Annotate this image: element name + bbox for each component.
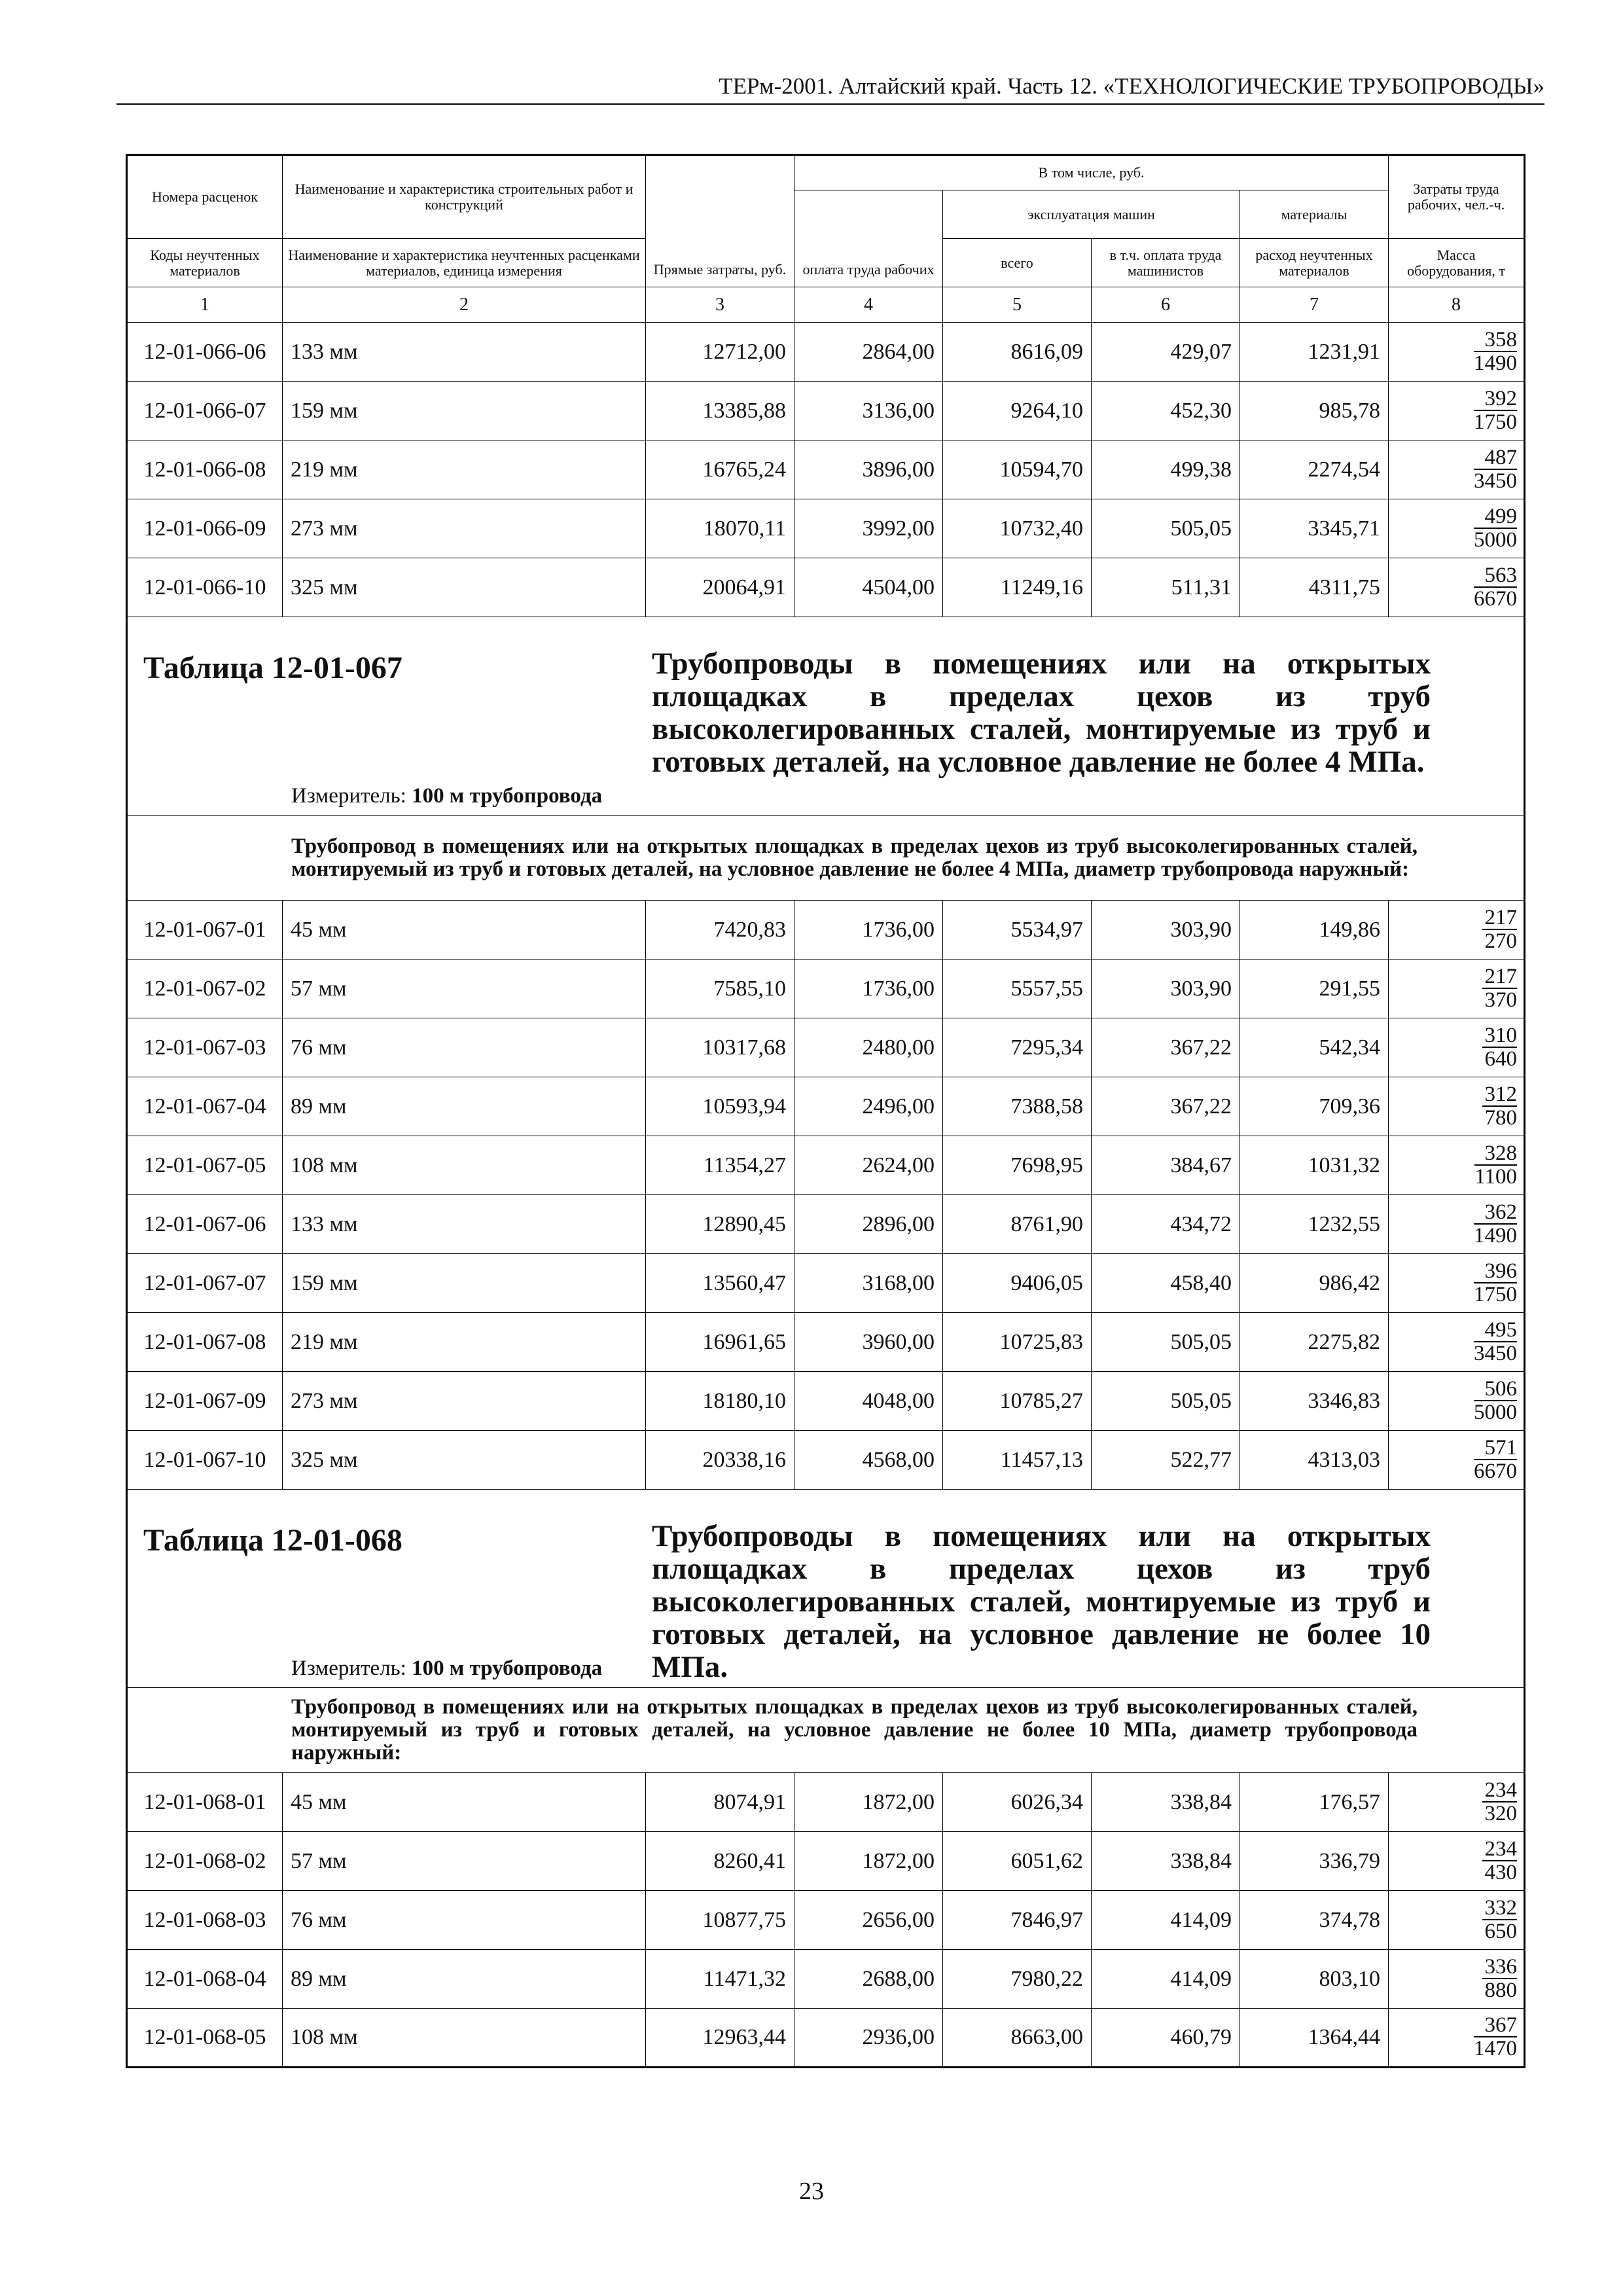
labor-hours: 362 — [1474, 1201, 1517, 1225]
machinist-labor-cost: 338,84 — [1092, 1773, 1240, 1832]
table-row — [127, 1018, 1525, 1077]
work-name: 108 мм — [283, 1136, 646, 1195]
column-number: 1 — [127, 287, 283, 323]
direct-cost: 18070,11 — [646, 499, 794, 558]
fraction — [1474, 1260, 1517, 1306]
direct-cost: 16961,65 — [646, 1313, 794, 1372]
table-subtitle-row — [127, 816, 1525, 901]
hours-mass-cell — [1389, 558, 1525, 617]
equipment-mass: 320 — [1484, 1801, 1518, 1825]
materials-cost: 1232,55 — [1240, 1195, 1389, 1254]
table-row — [127, 1431, 1525, 1490]
labor-cost: 1736,00 — [794, 960, 943, 1018]
machinist-labor-cost: 522,77 — [1092, 1431, 1240, 1490]
rate-code: 12-01-067-04 — [127, 1077, 283, 1136]
fraction — [1482, 965, 1518, 1011]
table-row — [127, 382, 1525, 440]
rate-code: 12-01-066-09 — [127, 499, 283, 558]
labor-hours: 487 — [1474, 446, 1517, 470]
machine-cost: 8663,00 — [943, 2009, 1092, 2068]
measure-unit — [291, 1657, 602, 1681]
machine-cost: 7388,58 — [943, 1077, 1092, 1136]
machinist-labor-cost: 505,05 — [1092, 1313, 1240, 1372]
labor-cost: 4504,00 — [794, 558, 943, 617]
work-name: 57 мм — [283, 1832, 646, 1891]
machinist-labor-cost: 505,05 — [1092, 499, 1240, 558]
work-name: 159 мм — [283, 382, 646, 440]
hours-mass-cell — [1389, 1372, 1525, 1431]
machine-cost: 9406,05 — [943, 1254, 1092, 1313]
hours-mass-cell — [1389, 1431, 1525, 1490]
rate-code: 12-01-067-09 — [127, 1372, 283, 1431]
labor-hours: 495 — [1474, 1319, 1517, 1342]
labor-hours: 396 — [1474, 1260, 1517, 1283]
machine-cost: 10732,40 — [943, 499, 1092, 558]
machinist-labor-cost: 338,84 — [1092, 1832, 1240, 1891]
hours-mass-cell — [1389, 1195, 1525, 1254]
work-name: 76 мм — [283, 1018, 646, 1077]
direct-cost: 13560,47 — [646, 1254, 794, 1313]
hours-mass-cell — [1389, 1077, 1525, 1136]
table-row — [127, 1195, 1525, 1254]
machine-cost: 5557,55 — [943, 960, 1092, 1018]
table-subtitle-cell — [127, 816, 1525, 901]
fraction — [1474, 1319, 1517, 1365]
col-header-machines-total: всего — [943, 239, 1092, 287]
labor-hours: 506 — [1474, 1378, 1517, 1401]
hours-mass-cell — [1389, 1313, 1525, 1372]
fraction — [1474, 446, 1517, 492]
labor-cost: 2624,00 — [794, 1136, 943, 1195]
direct-cost: 13385,88 — [646, 382, 794, 440]
labor-cost: 2864,00 — [794, 323, 943, 382]
column-number: 4 — [794, 287, 943, 323]
table-row — [127, 1136, 1525, 1195]
fraction — [1474, 2014, 1517, 2060]
equipment-mass: 640 — [1484, 1047, 1518, 1071]
col-header-machines: эксплуатация машин — [943, 190, 1240, 239]
equipment-mass: 880 — [1484, 1978, 1518, 2002]
col-header-mass: Масса оборудования, т — [1389, 239, 1525, 287]
table-row — [127, 499, 1525, 558]
labor-cost: 2936,00 — [794, 2009, 943, 2068]
machine-cost: 6051,62 — [943, 1832, 1092, 1891]
measure-value: 100 м трубопровода — [412, 784, 603, 808]
col-header-name: Наименование и характеристика строительных работ и конструкций — [283, 155, 646, 239]
table-row — [127, 960, 1525, 1018]
materials-cost: 2274,54 — [1240, 440, 1389, 499]
col-header-direct: Прямые затраты, руб. — [646, 155, 794, 287]
machinist-labor-cost: 367,22 — [1092, 1077, 1240, 1136]
col-header-material-names: Наименование и характеристика неучтенных расценками материалов, единица измерения — [283, 239, 646, 287]
hours-mass-cell — [1389, 382, 1525, 440]
col-header-codes: Номера расценок — [127, 155, 283, 239]
machinist-labor-cost: 414,09 — [1092, 1891, 1240, 1950]
rate-code: 12-01-067-05 — [127, 1136, 283, 1195]
rate-code: 12-01-068-05 — [127, 2009, 283, 2068]
direct-cost: 18180,10 — [646, 1372, 794, 1431]
col-header-hours: Затраты труда рабочих, чел.-ч. — [1389, 155, 1525, 239]
fraction — [1482, 1083, 1518, 1129]
col-header-including: В том числе, руб. — [794, 155, 1389, 190]
machinist-labor-cost: 460,79 — [1092, 2009, 1240, 2068]
materials-cost: 2275,82 — [1240, 1313, 1389, 1372]
direct-cost: 12963,44 — [646, 2009, 794, 2068]
labor-cost: 2896,00 — [794, 1195, 943, 1254]
materials-cost: 3346,83 — [1240, 1372, 1389, 1431]
machine-cost: 7698,95 — [943, 1136, 1092, 1195]
materials-cost: 336,79 — [1240, 1832, 1389, 1891]
fraction — [1474, 387, 1517, 433]
fraction — [1482, 906, 1518, 952]
equipment-mass: 1490 — [1474, 351, 1518, 375]
table-row — [127, 1832, 1525, 1891]
equipment-mass: 1100 — [1474, 1164, 1518, 1189]
labor-hours: 392 — [1474, 387, 1517, 411]
materials-cost: 1364,44 — [1240, 2009, 1389, 2068]
materials-cost: 986,42 — [1240, 1254, 1389, 1313]
column-number: 8 — [1389, 287, 1525, 323]
rate-code: 12-01-067-07 — [127, 1254, 283, 1313]
table-row — [127, 440, 1525, 499]
labor-cost: 3960,00 — [794, 1313, 943, 1372]
labor-hours: 563 — [1474, 564, 1517, 588]
table-row — [127, 558, 1525, 617]
work-name: 76 мм — [283, 1891, 646, 1950]
labor-hours: 336 — [1482, 1956, 1518, 1979]
labor-hours: 217 — [1482, 906, 1518, 930]
table-title-row — [127, 617, 1525, 816]
page-number: 23 — [799, 2178, 824, 2205]
equipment-mass: 270 — [1484, 929, 1518, 953]
work-name: 273 мм — [283, 499, 646, 558]
labor-hours: 332 — [1482, 1897, 1518, 1920]
column-number: 3 — [646, 287, 794, 323]
materials-cost: 709,36 — [1240, 1077, 1389, 1136]
work-name: 89 мм — [283, 1950, 646, 2009]
materials-cost: 1031,32 — [1240, 1136, 1389, 1195]
table-row — [127, 323, 1525, 382]
machinist-labor-cost: 384,67 — [1092, 1136, 1240, 1195]
fraction — [1474, 1201, 1517, 1247]
direct-cost: 8260,41 — [646, 1832, 794, 1891]
table-description: Трубопроводы в помещениях или на открытых площадках в пределах цехов из труб высоколегированных сталей, монтируемые из труб и готовых деталей, на условное давление не более 4 МПа. — [652, 647, 1431, 779]
equipment-mass: 1490 — [1474, 1223, 1518, 1247]
work-name: 159 мм — [283, 1254, 646, 1313]
rate-code: 12-01-068-03 — [127, 1891, 283, 1950]
hours-mass-cell — [1389, 960, 1525, 1018]
hours-mass-cell — [1389, 1254, 1525, 1313]
labor-cost: 3136,00 — [794, 382, 943, 440]
machinist-labor-cost: 367,22 — [1092, 1018, 1240, 1077]
hours-mass-cell — [1389, 1891, 1525, 1950]
machine-cost: 10725,83 — [943, 1313, 1092, 1372]
machine-cost: 8616,09 — [943, 323, 1092, 382]
hours-mass-cell — [1389, 1950, 1525, 2009]
fraction — [1482, 1956, 1518, 2001]
hours-mass-cell — [1389, 1832, 1525, 1891]
table-row — [127, 1950, 1525, 2009]
machinist-labor-cost: 499,38 — [1092, 440, 1240, 499]
work-name: 45 мм — [283, 1773, 646, 1832]
labor-cost: 2480,00 — [794, 1018, 943, 1077]
work-name: 325 мм — [283, 558, 646, 617]
materials-cost: 542,34 — [1240, 1018, 1389, 1077]
machine-cost: 6026,34 — [943, 1773, 1092, 1832]
labor-cost: 2688,00 — [794, 1950, 943, 2009]
table-subtitle-row — [127, 1688, 1525, 1773]
rate-code: 12-01-067-01 — [127, 901, 283, 960]
table-subtitle: Трубопровод в помещениях или на открытых площадках в пределах цехов из труб высоколегированных сталей, монтируемый из труб и готовых деталей, на условное давление не более 10 МПа, диаметр трубопровода наружный: — [291, 1695, 1418, 1765]
table-title-row — [127, 1490, 1525, 1688]
equipment-mass: 430 — [1484, 1860, 1518, 1884]
equipment-mass: 780 — [1484, 1105, 1518, 1130]
table-title-cell — [127, 1490, 1525, 1688]
labor-cost: 4568,00 — [794, 1431, 943, 1490]
table-description: Трубопроводы в помещениях или на открытых площадках в пределах цехов из труб высоколегированных сталей, монтируемые из труб и готовых деталей, на условное давление не более 10 МПа. — [652, 1519, 1431, 1684]
table-subtitle: Трубопровод в помещениях или на открытых площадках в пределах цехов из труб высоколегированных сталей, монтируемый из труб и готовых деталей, на условное давление не более 4 МПа, диаметр трубопровода наружный: — [291, 834, 1418, 881]
equipment-mass: 6670 — [1474, 1459, 1518, 1483]
labor-cost: 3896,00 — [794, 440, 943, 499]
labor-cost: 4048,00 — [794, 1372, 943, 1431]
machinist-labor-cost: 303,90 — [1092, 960, 1240, 1018]
rate-code: 12-01-066-10 — [127, 558, 283, 617]
machine-cost: 7295,34 — [943, 1018, 1092, 1077]
rate-code: 12-01-067-08 — [127, 1313, 283, 1372]
machinist-labor-cost: 303,90 — [1092, 901, 1240, 960]
direct-cost: 12712,00 — [646, 323, 794, 382]
table-row — [127, 1077, 1525, 1136]
col-header-materials: материалы — [1240, 190, 1389, 239]
measure-value: 100 м трубопровода — [412, 1657, 603, 1680]
equipment-mass: 1750 — [1474, 1282, 1518, 1306]
hours-mass-cell — [1389, 1773, 1525, 1832]
table-row — [127, 1372, 1525, 1431]
machinist-labor-cost: 414,09 — [1092, 1950, 1240, 2009]
labor-hours: 234 — [1482, 1779, 1518, 1803]
table-row — [127, 1773, 1525, 1832]
labor-hours: 234 — [1482, 1838, 1518, 1861]
equipment-mass: 3450 — [1474, 1341, 1518, 1365]
equipment-mass: 5000 — [1474, 528, 1518, 552]
col-header-machinist-labor: в т.ч. оплата труда машинистов — [1092, 239, 1240, 287]
machine-cost: 8761,90 — [943, 1195, 1092, 1254]
hours-mass-cell — [1389, 440, 1525, 499]
equipment-mass: 1750 — [1474, 410, 1518, 434]
materials-cost: 985,78 — [1240, 382, 1389, 440]
table-row — [127, 1254, 1525, 1313]
labor-hours: 499 — [1474, 505, 1517, 529]
machinist-labor-cost: 452,30 — [1092, 382, 1240, 440]
hours-mass-cell — [1389, 499, 1525, 558]
direct-cost: 20338,16 — [646, 1431, 794, 1490]
rate-code: 12-01-066-08 — [127, 440, 283, 499]
direct-cost: 8074,91 — [646, 1773, 794, 1832]
direct-cost: 7420,83 — [646, 901, 794, 960]
work-name: 133 мм — [283, 323, 646, 382]
equipment-mass: 370 — [1484, 988, 1518, 1012]
materials-cost: 1231,91 — [1240, 323, 1389, 382]
direct-cost: 10593,94 — [646, 1077, 794, 1136]
table-row — [127, 901, 1525, 960]
fraction — [1474, 329, 1517, 374]
equipment-mass: 650 — [1484, 1919, 1518, 1943]
column-numbers-row — [127, 287, 1525, 323]
rate-code: 12-01-067-03 — [127, 1018, 283, 1077]
machinist-labor-cost: 458,40 — [1092, 1254, 1240, 1313]
work-name: 219 мм — [283, 440, 646, 499]
work-name: 45 мм — [283, 901, 646, 960]
hours-mass-cell — [1389, 323, 1525, 382]
column-number: 2 — [283, 287, 646, 323]
labor-hours: 217 — [1482, 965, 1518, 989]
materials-cost: 4311,75 — [1240, 558, 1389, 617]
labor-cost: 1736,00 — [794, 901, 943, 960]
labor-cost: 1872,00 — [794, 1773, 943, 1832]
machine-cost: 7846,97 — [943, 1891, 1092, 1950]
rate-code: 12-01-067-10 — [127, 1431, 283, 1490]
labor-cost: 3168,00 — [794, 1254, 943, 1313]
hours-mass-cell — [1389, 901, 1525, 960]
running-header: ТЕРм-2001. Алтайский край. Часть 12. «ТЕХНОЛОГИЧЕСКИЕ ТРУБОПРОВОДЫ» — [116, 73, 1544, 105]
machinist-labor-cost: 511,31 — [1092, 558, 1240, 617]
work-name: 108 мм — [283, 2009, 646, 2068]
labor-cost: 1872,00 — [794, 1832, 943, 1891]
labor-hours: 358 — [1474, 329, 1517, 352]
direct-cost: 11471,32 — [646, 1950, 794, 2009]
col-header-material-usage: расход неучтенных материалов — [1240, 239, 1389, 287]
direct-cost: 11354,27 — [646, 1136, 794, 1195]
materials-cost: 4313,03 — [1240, 1431, 1389, 1490]
materials-cost: 374,78 — [1240, 1891, 1389, 1950]
work-name: 273 мм — [283, 1372, 646, 1431]
labor-cost: 2496,00 — [794, 1077, 943, 1136]
equipment-mass: 5000 — [1474, 1400, 1518, 1424]
col-header-labor: оплата труда рабочих — [794, 190, 943, 287]
labor-hours: 312 — [1482, 1083, 1518, 1107]
equipment-mass: 3450 — [1474, 469, 1518, 493]
work-name: 133 мм — [283, 1195, 646, 1254]
fraction — [1482, 1897, 1518, 1943]
column-number: 7 — [1240, 287, 1389, 323]
machine-cost: 11457,13 — [943, 1431, 1092, 1490]
equipment-mass: 1470 — [1474, 2037, 1518, 2060]
machine-cost: 9264,10 — [943, 382, 1092, 440]
table-number: Таблица 12-01-068 — [143, 1523, 402, 1558]
fraction — [1474, 564, 1517, 610]
column-number: 5 — [943, 287, 1092, 323]
measure-label: Измеритель: — [291, 784, 406, 808]
price-table — [126, 154, 1525, 2068]
measure-label: Измеритель: — [291, 1657, 406, 1680]
machine-cost: 7980,22 — [943, 1950, 1092, 2009]
machinist-labor-cost: 434,72 — [1092, 1195, 1240, 1254]
hours-mass-cell — [1389, 2009, 1525, 2068]
rate-code: 12-01-066-06 — [127, 323, 283, 382]
materials-cost: 803,10 — [1240, 1950, 1389, 2009]
direct-cost: 20064,91 — [646, 558, 794, 617]
labor-hours: 367 — [1474, 2014, 1517, 2037]
materials-cost: 176,57 — [1240, 1773, 1389, 1832]
equipment-mass: 6670 — [1474, 586, 1518, 611]
rate-code: 12-01-067-02 — [127, 960, 283, 1018]
work-name: 89 мм — [283, 1077, 646, 1136]
fraction — [1482, 1838, 1518, 1884]
labor-hours: 571 — [1474, 1437, 1517, 1460]
hours-mass-cell — [1389, 1018, 1525, 1077]
materials-cost: 149,86 — [1240, 901, 1389, 960]
table-row — [127, 1313, 1525, 1372]
fraction — [1474, 1437, 1517, 1482]
machine-cost: 10785,27 — [943, 1372, 1092, 1431]
direct-cost: 16765,24 — [646, 440, 794, 499]
table-number: Таблица 12-01-067 — [143, 651, 402, 685]
column-number: 6 — [1092, 287, 1240, 323]
fraction — [1474, 1142, 1517, 1188]
rate-code: 12-01-066-07 — [127, 382, 283, 440]
fraction — [1482, 1779, 1518, 1825]
table-title-cell — [127, 617, 1525, 816]
labor-cost: 3992,00 — [794, 499, 943, 558]
fraction — [1474, 505, 1517, 551]
direct-cost: 10317,68 — [646, 1018, 794, 1077]
fraction — [1482, 1024, 1518, 1070]
direct-cost: 10877,75 — [646, 1891, 794, 1950]
machine-cost: 5534,97 — [943, 901, 1092, 960]
table-row — [127, 1891, 1525, 1950]
work-name: 325 мм — [283, 1431, 646, 1490]
rate-code: 12-01-067-06 — [127, 1195, 283, 1254]
work-name: 219 мм — [283, 1313, 646, 1372]
measure-unit — [291, 784, 602, 808]
direct-cost: 12890,45 — [646, 1195, 794, 1254]
materials-cost: 3345,71 — [1240, 499, 1389, 558]
labor-hours: 328 — [1474, 1142, 1517, 1166]
col-header-material-codes: Коды неучтенных материалов — [127, 239, 283, 287]
rate-code: 12-01-068-04 — [127, 1950, 283, 2009]
work-name: 57 мм — [283, 960, 646, 1018]
table-row — [127, 2009, 1525, 2068]
header-row-1 — [127, 155, 1525, 190]
materials-cost: 291,55 — [1240, 960, 1389, 1018]
rate-code: 12-01-068-02 — [127, 1832, 283, 1891]
rate-code: 12-01-068-01 — [127, 1773, 283, 1832]
machine-cost: 11249,16 — [943, 558, 1092, 617]
machinist-labor-cost: 429,07 — [1092, 323, 1240, 382]
labor-cost: 2656,00 — [794, 1891, 943, 1950]
table-subtitle-cell — [127, 1688, 1525, 1773]
hours-mass-cell — [1389, 1136, 1525, 1195]
machinist-labor-cost: 505,05 — [1092, 1372, 1240, 1431]
direct-cost: 7585,10 — [646, 960, 794, 1018]
labor-hours: 310 — [1482, 1024, 1518, 1048]
machine-cost: 10594,70 — [943, 440, 1092, 499]
fraction — [1474, 1378, 1517, 1424]
